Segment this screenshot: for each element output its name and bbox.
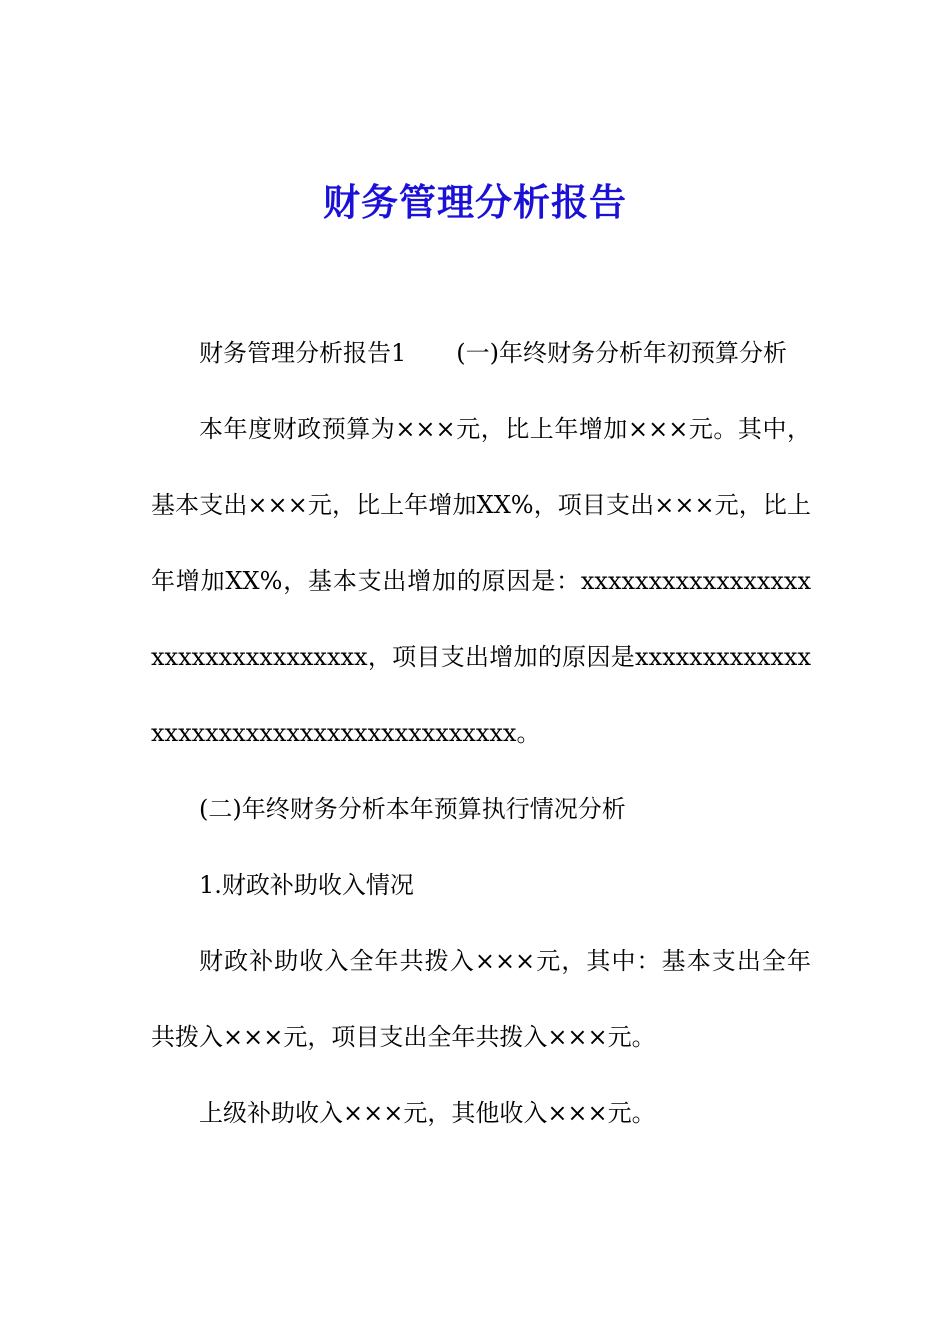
document-body xyxy=(151,315,811,1151)
section-one-heading: (一)年终财务分析年初预算分析 xyxy=(456,339,788,367)
section-two-heading: (二)年终财务分析本年预算执行情况分析 xyxy=(199,795,626,823)
paragraph-1 xyxy=(151,315,811,391)
paragraph-budget: 本年度财政预算为×××元，比上年增加×××元。其中，基本支出×××元，比上年增加XX%，项目支出×××元，比上年增加XX%，基本支出增加的原因是：xxxxxxxxxxxxxxxxxxxxxxxxxxxxxxxxx，项目支出增加的原因是xxxxxxxxxxxxxxxxxxxxxxxxxxxxxxxxxxxxxxxx。 xyxy=(151,415,811,747)
document-title: 财务管理分析报告 xyxy=(323,180,627,224)
report-section-heading: 财务管理分析报告1 xyxy=(199,339,407,367)
subsection-heading: 1.财政补助收入情况 xyxy=(199,871,414,899)
paragraph-subsidy-income: 财政补助收入全年共拨入×××元，其中：基本支出全年共拨入×××元，项目支出全年共拨入×××元。 xyxy=(151,947,811,1051)
paragraph-other-income: 上级补助收入×××元，其他收入×××元。 xyxy=(199,1099,656,1127)
